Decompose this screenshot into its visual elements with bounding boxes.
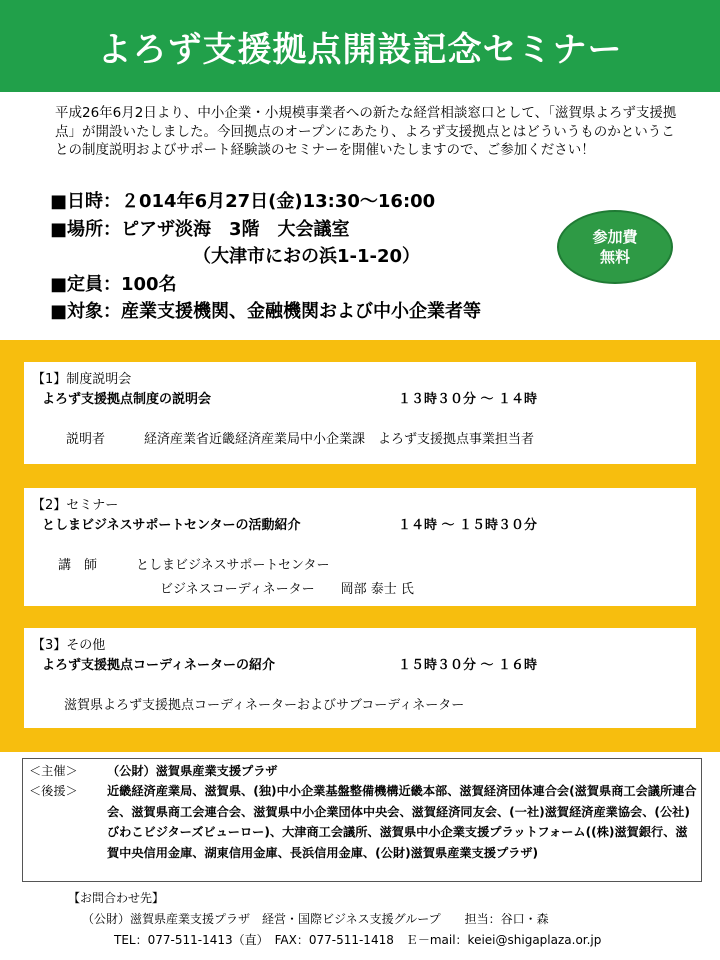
contact-phone-email: TEL：077-511-1413（直） FAX：077-511-1418 Ｅ－mail：keiei@shigaplaza.or.jp — [114, 933, 602, 947]
session-label: 【3】その他 — [32, 638, 106, 653]
session-heading: よろず支援拠点制度の説明会 — [42, 392, 212, 407]
event-info — [50, 188, 610, 326]
session-heading: としまビジネスサポートセンターの活動紹介 — [42, 518, 301, 533]
badge-line1: 参加費 — [592, 228, 638, 246]
event-capacity: ■定員：100名 — [50, 273, 177, 295]
free-admission-badge — [557, 210, 673, 284]
session-heading: よろず支援拠点コーディネーターの紹介 — [42, 658, 275, 673]
session-1 — [24, 362, 696, 464]
session-label: 【2】セミナー — [32, 498, 119, 513]
session-speaker: 講 師 としまビジネスサポートセンター — [58, 558, 330, 573]
event-place-address: （大津市におの浜1-1-20） — [193, 246, 421, 267]
session-3 — [24, 628, 696, 728]
organizers-box — [22, 758, 702, 882]
support-list: 近畿経済産業局、滋賀県、(独)中小企業基盤整備機構近畿本部、滋賀経済団体連合会(滋賀県商工会議所連合会、滋賀県商工会連合会、滋賀県中小企業団体中央会、滋賀経済同友会、(一社)滋賀経済産業協会、(公社)びわこビジターズビューロー)、大津商工会議所、滋賀県中小企業支援プラットフォーム((株)滋賀銀行、滋賀中央信用金庫、湖東信用金庫、長浜信用金庫、(公財)滋賀県産業支援プラザ) — [107, 784, 697, 860]
event-date: ■日時：２014年6月27日(金)13:30〜16:00 — [50, 191, 436, 212]
support-label: ＜後援＞ — [29, 784, 78, 798]
session-speaker-title: ビジネスコーディネーター 岡部 泰士 氏 — [160, 582, 414, 597]
host-label: ＜主催＞ — [29, 764, 78, 778]
contact-heading: 【お問合わせ先】 — [68, 891, 165, 905]
session-time: １５時３０分 〜 １６時 — [398, 658, 538, 673]
contact-org: （公財）滋賀県産業支援プラザ 経営・国際ビジネス支援グループ 担当：谷口・森 — [82, 912, 549, 926]
event-target: ■対象：産業支援機関、金融機関および中小企業者等 — [50, 301, 482, 322]
contact-section — [62, 888, 702, 951]
session-speaker: 説明者 経済産業省近畿経済産業局中小企業課 よろず支援拠点事業担当者 — [66, 432, 535, 447]
host-name: （公財）滋賀県産業支援プラザ — [107, 764, 278, 778]
badge-line2: 無料 — [599, 248, 630, 266]
session-2 — [24, 488, 696, 606]
session-speaker: 滋賀県よろず支援拠点コーディネーターおよびサブコーディネーター — [64, 698, 465, 713]
intro-paragraph: 平成26年6月2日より、中小企業・小規模事業者への新たな経営相談窓口として、「滋賀県よろず支援拠点」が開設いたしました。今回拠点のオープンにあたり、よろず支援拠点とはどういうものかということの制度説明およびサポート経験談のセミナーを開催いたしますので、ご参加ください！ — [55, 105, 677, 158]
event-place: ■場所：ピアザ淡海 3階 大会議室 — [50, 218, 350, 240]
session-time: １４時 〜 １５時３０分 — [398, 518, 538, 533]
page-title: よろず支援拠点開設記念セミナー — [0, 0, 720, 92]
session-label: 【1】制度説明会 — [32, 372, 132, 387]
session-time: １３時３０分 〜 １４時 — [398, 392, 538, 407]
